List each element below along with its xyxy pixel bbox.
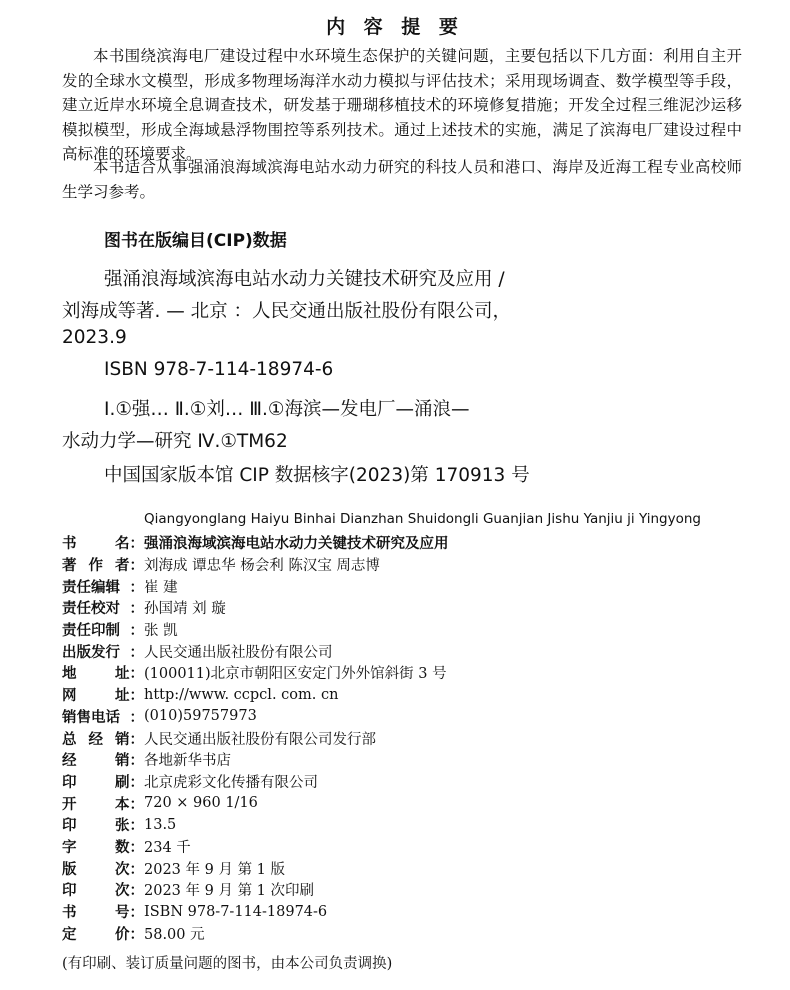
info-row: [62, 727, 762, 749]
quality-note: (有印刷、装订质量问题的图书，由本公司负责调换): [62, 956, 393, 972]
info-value: 人民交通出版社股份有限公司发行部: [144, 731, 376, 748]
info-row: [62, 554, 762, 576]
info-row: [62, 575, 762, 597]
info-row: [62, 922, 762, 944]
info-label: 书 号 ：: [62, 905, 144, 922]
info-label: 责任印制 ：: [62, 623, 144, 640]
info-row: [62, 814, 762, 836]
info-value: 崔 建: [144, 579, 178, 596]
info-value: 58.00 元: [144, 926, 205, 943]
info-value: 各地新华书店: [144, 753, 231, 770]
cip-isbn-line: ISBN 978-7-114-18974-6: [104, 359, 334, 380]
cip-date-line: 2023.9: [62, 327, 127, 348]
info-row: [62, 532, 762, 554]
abstract-paragraph-1: 本书围绕滨海电厂建设过程中水环境生态保护的关键问题，主要包括以下几方面：利用自主开发的全球水文模型，形成多物理场海洋水动力模拟与评估技术；采用现场调查、数学模型等手段，建立近岸水环境全息调查技术，研发基于珊瑚移植技术的环境修复措施；开发全过程三维泥沙运移模拟模型，形成全海域悬浮物围控等系列技术。通过上述技术的实施，满足了滨海电厂建设过程中高标准的环境要求。: [62, 47, 742, 164]
info-value: 2023 年 9 月 第 1 次印刷: [144, 883, 315, 900]
info-row: [62, 619, 762, 641]
cip-author-line: 刘海成等著. — 北京 ：人民交通出版社股份有限公司，: [62, 301, 512, 322]
info-label: 著 作 者 ：: [62, 558, 144, 575]
info-row: [62, 640, 762, 662]
info-label: 出版发行 ：: [62, 644, 144, 661]
abstract-paragraph-2: 本书适合从事强涌浪海域滨海电站水动力研究的科技人员和港口、海岸及近海工程专业高校师生学习参考。: [62, 158, 742, 201]
info-value: 人民交通出版社股份有限公司: [144, 644, 333, 661]
cip-record-number: 中国国家版本馆 CIP 数据核字(2023)第 170913 号: [104, 465, 530, 486]
info-value: (100011)北京市朝阳区安定门外外馆斜街 3 号: [144, 666, 447, 683]
info-value: 720 × 960 1/16: [144, 795, 258, 812]
abstract-title: 内 容 提 要: [326, 16, 464, 38]
info-label: 责任编辑 ：: [62, 579, 144, 596]
cip-heading: 图书在版编目(CIP)数据: [104, 231, 287, 251]
info-label: 字 数 ：: [62, 839, 144, 856]
info-row: [62, 792, 762, 814]
info-label: 销售电话 ：: [62, 709, 144, 726]
cip-subject-line-2: 水动力学—研究 Ⅳ.①TM62: [62, 431, 288, 452]
info-row: [62, 836, 762, 858]
info-label: 网 址 ：: [62, 688, 144, 705]
cip-title-line: 强涌浪海域滨海电站水动力关键技术研究及应用 /: [104, 269, 505, 290]
info-label: 经 销 ：: [62, 753, 144, 770]
info-label: 定 价 ：: [62, 926, 144, 943]
info-value: ISBN 978-7-114-18974-6: [144, 903, 328, 920]
pinyin-title: Qiangyonglang Haiyu Binhai Dianzhan Shuidongli Guanjian Jishu Yanjiu ji Yingyong: [144, 511, 701, 527]
info-value: (010)59757973: [144, 708, 257, 725]
info-label: 版 次 ：: [62, 861, 144, 878]
info-row: [62, 857, 762, 879]
info-value: 张 凯: [144, 623, 178, 640]
info-label: 印 张 ：: [62, 818, 144, 835]
info-row: [62, 879, 762, 901]
info-row: [62, 597, 762, 619]
info-label: 总 经 销 ：: [62, 731, 144, 748]
info-row: [62, 749, 762, 771]
info-row: [62, 706, 762, 728]
info-label: 责任校对 ：: [62, 601, 144, 618]
info-value: 2023 年 9 月 第 1 版: [144, 861, 286, 878]
info-value: 北京虎彩文化传播有限公司: [144, 774, 318, 791]
info-label: 开 本 ：: [62, 796, 144, 813]
info-value: 13.5: [144, 816, 177, 833]
info-row: [62, 662, 762, 684]
info-label: 印 次 ：: [62, 883, 144, 900]
info-value: 刘海成 谭忠华 杨会利 陈汉宝 周志博: [144, 558, 380, 575]
info-row: [62, 901, 762, 923]
info-row: [62, 684, 762, 706]
info-value: 强涌浪海域滨海电站水动力关键技术研究及应用: [144, 536, 449, 553]
info-value: 234 千: [144, 839, 191, 856]
info-label: 印 刷 ：: [62, 774, 144, 791]
info-label: 书 名 ：: [62, 536, 144, 553]
info-row: [62, 771, 762, 793]
info-value[interactable]: http://www. ccpcl. com. cn: [144, 686, 339, 703]
publication-info: [62, 532, 762, 944]
info-label: 地 址 ：: [62, 666, 144, 683]
cip-subject-line: Ⅰ.①强… Ⅱ.①刘… Ⅲ.①海滨—发电厂—涌浪—: [104, 399, 470, 420]
info-value: 孙国靖 刘 璇: [144, 601, 226, 618]
